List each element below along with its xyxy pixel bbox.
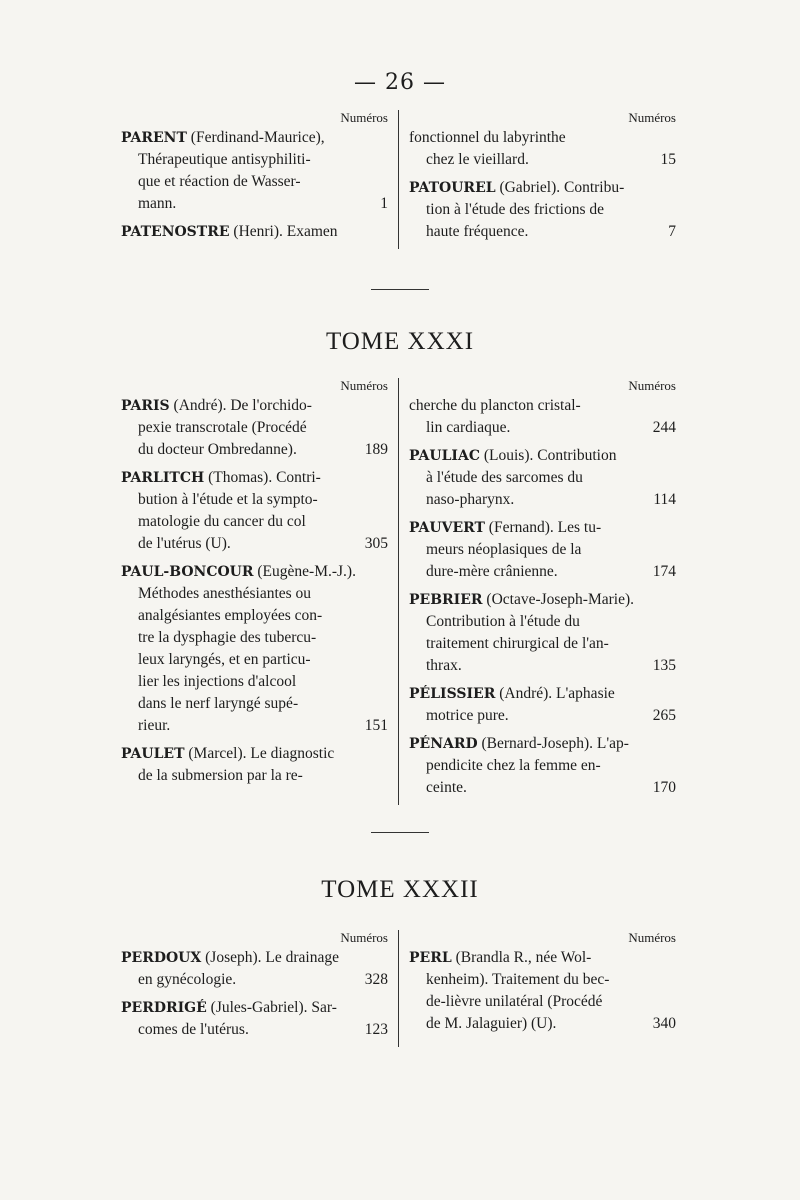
entry-line <box>409 149 676 171</box>
entry-text <box>138 439 297 461</box>
entry-line-text: comes de l'utérus. <box>138 1021 249 1038</box>
index-entry <box>409 127 676 171</box>
entry-text <box>409 683 615 705</box>
entry-line <box>121 649 388 671</box>
section-continued <box>121 110 677 249</box>
section-divider <box>371 832 429 833</box>
entry-line-text: (Fernand). Les tu- <box>488 519 602 536</box>
entry-line-text: ceinte. <box>426 779 467 796</box>
entry-text <box>409 589 634 611</box>
entry-line-text: analgésiantes employées con- <box>138 607 323 624</box>
author-name: PAULIAC <box>409 448 480 464</box>
entry-line-text: que et réaction de Wasser- <box>138 173 301 190</box>
entry-line <box>409 969 676 991</box>
entry-line-text: fonctionnel du labyrinthe <box>409 129 566 146</box>
entry-line <box>409 467 676 489</box>
index-entry <box>409 517 676 583</box>
entry-number: 265 <box>652 707 676 724</box>
section-divider <box>371 289 429 290</box>
entry-text <box>426 969 609 991</box>
entry-line-text: (Louis). Contribution <box>483 447 617 464</box>
index-entry <box>121 467 388 555</box>
author-name: PAULET <box>121 746 185 762</box>
author-name: PARLITCH <box>121 470 205 486</box>
entry-text <box>121 127 325 149</box>
entry-number: 328 <box>364 971 388 988</box>
entry-line <box>121 671 388 693</box>
entry-line-text: meurs néoplasiques de la <box>426 541 582 558</box>
entry-line-text: de la submersion par la re- <box>138 767 303 784</box>
entry-text <box>121 997 337 1019</box>
numeros-header: Numéros <box>628 378 676 393</box>
entry-line-text: de l'utérus (U). <box>138 535 231 552</box>
entry-line <box>409 489 676 511</box>
entry-text <box>138 969 236 991</box>
entry-text <box>409 947 591 969</box>
entry-line-text: Méthodes anesthésiantes ou <box>138 585 312 602</box>
entry-line <box>121 511 388 533</box>
entry-line <box>409 199 676 221</box>
entry-line-text: bution à l'étude et la sympto- <box>138 491 318 508</box>
index-entry <box>121 743 388 787</box>
author-name: PERDOUX <box>121 950 202 966</box>
left-column <box>121 110 399 249</box>
entry-line <box>121 467 388 489</box>
entry-line-text: (Octave-Joseph-Marie). <box>486 591 635 608</box>
entry-line-text: lier les injections d'alcool <box>138 673 297 690</box>
entry-line-text: à l'étude des sarcomes du <box>426 469 583 486</box>
entry-line-text: (Bernard-Joseph). L'ap- <box>481 735 629 752</box>
entry-line-text: (André). L'aphasie <box>499 685 615 702</box>
entry-text <box>121 561 356 583</box>
entry-line-text: en gynécologie. <box>138 971 237 988</box>
author-name: PÉLISSIER <box>409 686 496 702</box>
entry-line-text: (Gabriel). Contribu- <box>499 179 625 196</box>
entry-text <box>121 395 312 417</box>
entry-line <box>409 705 676 727</box>
page-number: — 26 — <box>354 70 446 95</box>
entry-text <box>426 633 609 655</box>
entry-number: 340 <box>652 1015 676 1032</box>
entry-text <box>138 417 307 439</box>
entry-text <box>138 627 316 649</box>
entry-line <box>121 969 388 991</box>
entry-text <box>138 605 322 627</box>
entry-number: 123 <box>364 1021 388 1038</box>
entry-number: 7 <box>668 223 676 240</box>
entry-line <box>121 221 388 243</box>
entry-text <box>138 583 311 605</box>
entry-number: 189 <box>364 441 388 458</box>
entry-line-text: lin cardiaque. <box>426 419 511 436</box>
entry-line-text: Thérapeutique antisyphiliti- <box>138 151 311 168</box>
index-entry <box>121 947 388 991</box>
entry-line <box>121 489 388 511</box>
entry-line <box>409 417 676 439</box>
entry-text <box>409 445 616 467</box>
section-tome-xxxi <box>121 378 677 805</box>
author-name: PÉNARD <box>409 736 478 752</box>
entry-line-text: Contribution à l'étude du <box>426 613 580 630</box>
entry-line-text: du docteur Ombredanne). <box>138 441 297 458</box>
entry-line-text: cherche du plancton cristal- <box>409 397 581 414</box>
index-entry <box>121 127 388 215</box>
entry-text <box>138 693 298 715</box>
entry-number: 151 <box>364 717 388 734</box>
entry-line <box>121 715 388 737</box>
entry-line <box>409 947 676 969</box>
author-name: PATOUREL <box>409 180 496 196</box>
entry-number: 114 <box>653 491 676 508</box>
numeros-header: Numéros <box>340 930 388 945</box>
tome-heading: TOME XXXI <box>325 328 475 355</box>
entry-text <box>426 755 601 777</box>
entry-line <box>121 417 388 439</box>
entry-line <box>121 605 388 627</box>
entry-text <box>138 149 311 171</box>
entry-line <box>409 177 676 199</box>
entry-text <box>138 649 311 671</box>
tome-heading: TOME XXXII <box>321 876 479 903</box>
entry-line <box>121 149 388 171</box>
entry-line <box>409 589 676 611</box>
index-entry <box>409 947 676 1035</box>
numeros-header: Numéros <box>628 110 676 125</box>
index-entry <box>409 177 676 243</box>
entry-text <box>409 127 566 149</box>
entry-line <box>121 1019 388 1041</box>
entry-line <box>121 693 388 715</box>
entry-line <box>409 539 676 561</box>
entry-text <box>138 671 296 693</box>
author-name: PAUL-BONCOUR <box>121 564 254 580</box>
entry-line <box>121 947 388 969</box>
entry-text <box>426 221 528 243</box>
entry-line-text: naso-pharynx. <box>426 491 515 508</box>
entry-line-text: (Henri). Examen <box>233 223 338 240</box>
entry-line-text: dans le nerf laryngé supé- <box>138 695 299 712</box>
entry-line-text: haute fréquence. <box>426 223 529 240</box>
entry-line-text: rieur. <box>138 717 171 734</box>
entry-text <box>426 561 558 583</box>
entry-line <box>121 193 388 215</box>
entry-line-text: (Thomas). Contri- <box>208 469 321 486</box>
index-entry <box>409 589 676 677</box>
index-entry <box>409 733 676 799</box>
entry-line <box>409 1013 676 1035</box>
entry-line <box>121 627 388 649</box>
entry-text <box>426 149 529 171</box>
entry-line <box>121 127 388 149</box>
entry-number: 244 <box>652 419 676 436</box>
entry-text <box>409 395 581 417</box>
entry-line-text: traitement chirurgical de l'an- <box>426 635 609 652</box>
entry-line <box>121 743 388 765</box>
entry-line-text: de-lièvre unilatéral (Procédé <box>426 993 603 1010</box>
entry-line <box>409 395 676 417</box>
author-name: PARIS <box>121 398 170 414</box>
right-column <box>399 110 676 249</box>
entry-line-text: pendicite chez la femme en- <box>426 757 601 774</box>
entry-text <box>138 533 231 555</box>
entry-text <box>138 1019 249 1041</box>
entry-line-text: (André). De l'orchido- <box>173 397 312 414</box>
entry-line <box>409 777 676 799</box>
entry-line-text: (Brandla R., née Wol- <box>455 949 592 966</box>
index-entry <box>121 221 388 243</box>
author-name: PEBRIER <box>409 592 483 608</box>
entry-text <box>426 539 581 561</box>
entry-line <box>121 583 388 605</box>
entry-text <box>426 611 580 633</box>
entry-text <box>138 489 318 511</box>
entry-line <box>121 561 388 583</box>
entry-line <box>409 611 676 633</box>
entry-text <box>426 199 604 221</box>
entry-number: 174 <box>652 563 676 580</box>
entry-line-text: tre la dysphagie des tubercu- <box>138 629 317 646</box>
numeros-header: Numéros <box>628 930 676 945</box>
numeros-header: Numéros <box>340 110 388 125</box>
entry-line <box>409 517 676 539</box>
entry-text <box>138 171 301 193</box>
entry-line-text: chez le vieillard. <box>426 151 529 168</box>
entry-line <box>409 445 676 467</box>
entry-line-text: (Eugène-M.-J.). <box>257 563 356 580</box>
entry-text <box>121 467 321 489</box>
entry-line <box>121 439 388 461</box>
entry-line-text: thrax. <box>426 657 462 674</box>
entry-line-text: leux laryngés, et en particu- <box>138 651 311 668</box>
entry-text <box>409 517 601 539</box>
author-name: PAUVERT <box>409 520 485 536</box>
entry-line <box>409 733 676 755</box>
entry-line-text: (Jules-Gabriel). Sar- <box>210 999 337 1016</box>
entry-text <box>138 193 176 215</box>
entry-text <box>409 177 624 199</box>
author-name: PATENOSTRE <box>121 224 230 240</box>
entry-line-text: (Marcel). Le diagnostic <box>188 745 335 762</box>
index-entry <box>409 683 676 727</box>
author-name: PERL <box>409 950 452 966</box>
entry-text <box>426 705 509 727</box>
entry-line <box>121 533 388 555</box>
entry-text <box>138 715 170 737</box>
entry-text <box>409 733 629 755</box>
entry-text <box>426 467 583 489</box>
index-entry <box>409 445 676 511</box>
entry-text <box>138 765 303 787</box>
entry-text <box>426 777 467 799</box>
entry-line <box>409 633 676 655</box>
entry-text <box>121 221 338 243</box>
entry-line-text: kenheim). Traitement du bec- <box>426 971 610 988</box>
left-column <box>121 930 399 1047</box>
section-tome-xxxii <box>121 930 677 1047</box>
entry-line-text: pexie transcrotale (Procédé <box>138 419 307 436</box>
right-column <box>399 930 676 1047</box>
entry-number: 15 <box>660 151 676 168</box>
right-column <box>399 378 676 805</box>
entry-line-text: dure-mère crânienne. <box>426 563 558 580</box>
entry-text <box>426 417 510 439</box>
left-column <box>121 378 399 805</box>
entry-number: 305 <box>364 535 388 552</box>
entry-line-text: mann. <box>138 195 177 212</box>
entry-text <box>121 947 339 969</box>
author-name: PARENT <box>121 130 187 146</box>
entry-line-text: motrice pure. <box>426 707 509 724</box>
author-name: PERDRIGÉ <box>121 1000 207 1016</box>
entry-line <box>409 683 676 705</box>
entry-line <box>409 991 676 1013</box>
entry-text <box>426 489 514 511</box>
entry-line <box>409 561 676 583</box>
entry-line-text: (Ferdinand-Maurice), <box>190 129 325 146</box>
index-entry <box>121 395 388 461</box>
entry-number: 170 <box>652 779 676 796</box>
entry-line-text: de M. Jalaguier) (U). <box>426 1015 557 1032</box>
entry-line <box>409 127 676 149</box>
entry-text <box>426 655 462 677</box>
entry-line <box>409 221 676 243</box>
entry-line <box>409 755 676 777</box>
entry-line <box>121 997 388 1019</box>
entry-line <box>121 171 388 193</box>
entry-text <box>426 1013 556 1035</box>
entry-line-text: tion à l'étude des frictions de <box>426 201 604 218</box>
entry-text <box>121 743 334 765</box>
index-entry <box>409 395 676 439</box>
entry-line <box>409 655 676 677</box>
entry-line-text: (Joseph). Le drainage <box>205 949 339 966</box>
entry-text <box>426 991 602 1013</box>
numeros-header: Numéros <box>340 378 388 393</box>
entry-text <box>138 511 306 533</box>
index-entry <box>121 561 388 737</box>
entry-number: 135 <box>652 657 676 674</box>
entry-number: 1 <box>380 195 388 212</box>
index-entry <box>121 997 388 1041</box>
entry-line-text: matologie du cancer du col <box>138 513 306 530</box>
entry-line <box>121 395 388 417</box>
entry-line <box>121 765 388 787</box>
